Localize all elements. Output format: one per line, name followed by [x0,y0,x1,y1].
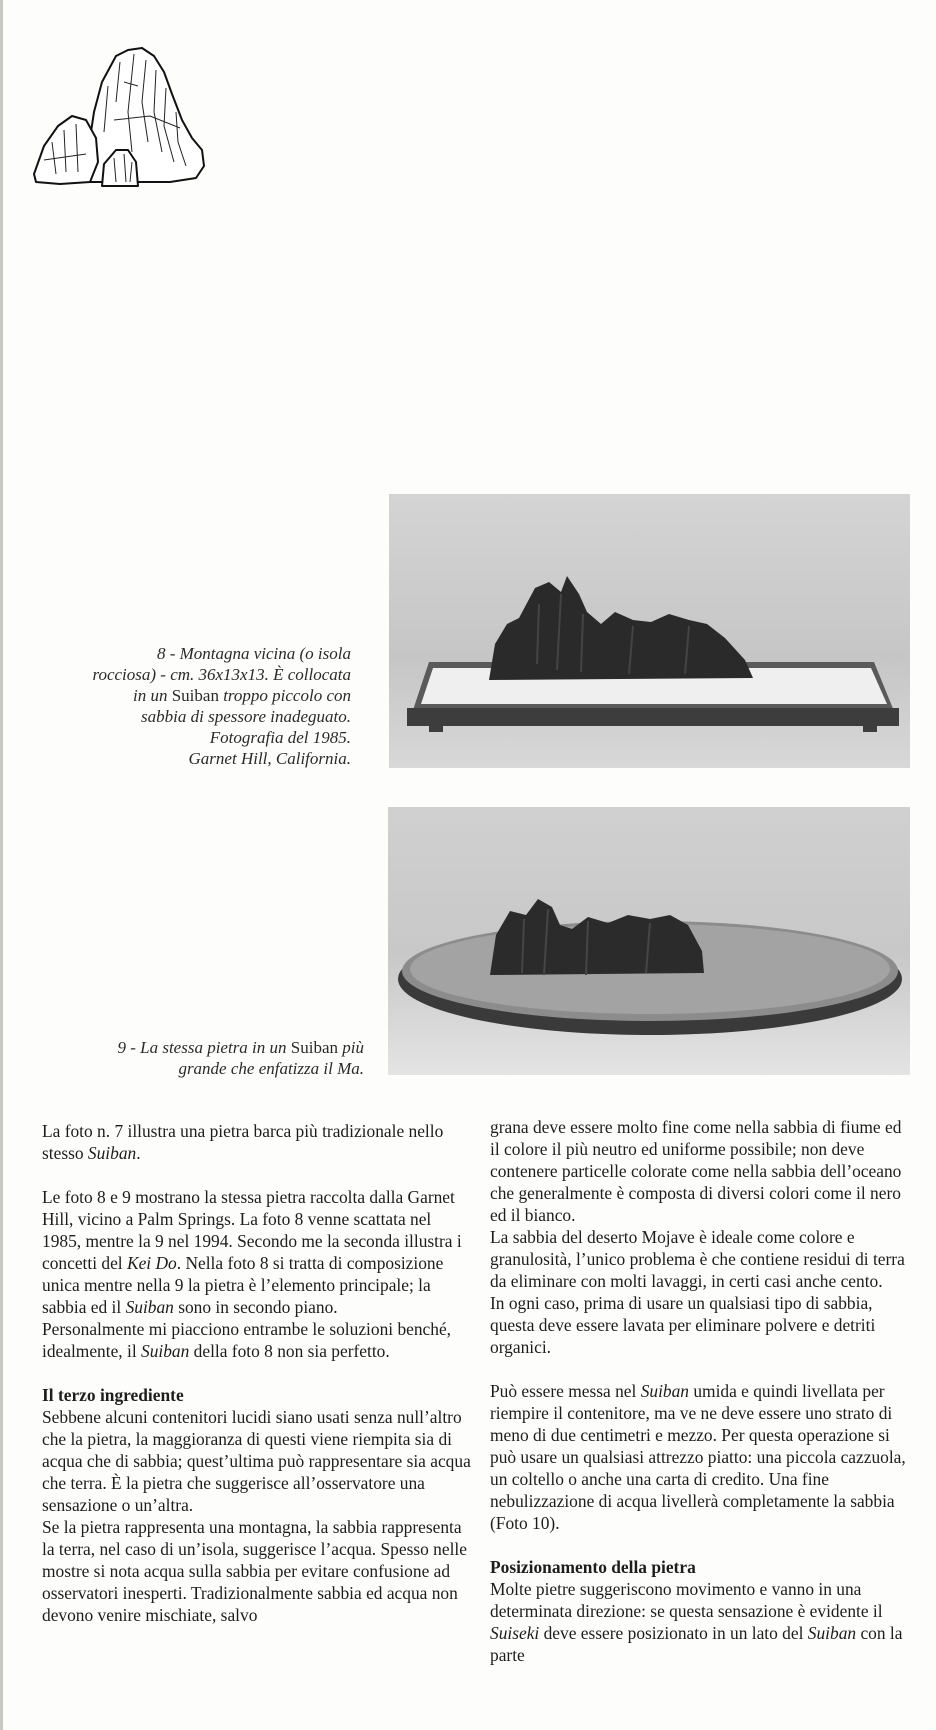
paragraph: Se la pietra rappresenta una montagna, la sabbia rappresenta la terra, nel caso di un’isola, suggerisce l’acqua. Spesso nelle mostre si nota acqua sulla sabbia per evitare confusione ad osservatori inesperti. Tradizionalmente sabbia ed acqua non devono venire mischiate, salvo [42,1517,467,1625]
caption-line: grande che enfatizza il Ma. [178,1059,364,1078]
paragraph [42,1186,472,1318]
text-run: Le foto 8 e 9 mostrano la stessa pietra raccolta dalla Garnet Hill, vicino a Palm Springs. La foto 8 venne scattata nel 1985, mentre la 9 nel 1994. Secondo me la seconda illustra i concetti del [42,1187,462,1273]
italic-term: Suiban [87,1143,137,1163]
caption-text: 9 - La stessa pietra in un [117,1038,291,1057]
text-run: La foto n. 7 illustra una pietra barca più tradizionale nello stesso [42,1121,444,1163]
photo-stone-in-large-suiban [388,807,910,1075]
text-run: umida e quindi livellata per riempire il contenitore, ma ve ne deve essere uno strato di meno di due centimetri e mezzo. Per questa operazione si può usare un qualsiasi attrezzo piatto: una piccola cazzuola, un coltello o anche una carta di credito. Una fine nebulizzazione di acqua livellerà completamente la sabbia (Foto 10). [490,1381,906,1533]
text-run: . Nella foto 8 si tratta di composizione unica mentre nella 9 la pietra è l’elemento principale; la sabbia ed il [42,1253,444,1317]
text-run: . [136,1143,141,1163]
text-run: sono in secondo piano. [173,1297,338,1317]
italic-term: Suiban [141,1341,190,1361]
paragraph: In ogni caso, prima di usare un qualsiasi tipo di sabbia, questa deve essere lavata per eliminare polvere e detriti organici. [490,1293,876,1357]
caption-line [34,1037,364,1058]
paragraph [490,1578,910,1666]
caption-text: più [338,1038,364,1057]
text-column-left [42,1120,472,1626]
text-column-right [490,1116,910,1666]
italic-term: Suiban [807,1623,857,1643]
paragraph [490,1380,910,1534]
caption-line [31,685,351,706]
caption-line: 8 - Montagna vicina (o isola [156,644,351,663]
caption-text: troppo piccolo con [218,686,351,705]
caption-term: Suiban [171,686,219,705]
paragraph: Sebbene alcuni contenitori lucidi siano usati senza null’altro che la pietra, la maggioranza di questi viene riempita sia di acqua che di sabbia; quest’ultima può rappresentare sia acqua che terra. È la pietra che suggerisce all’osservatore una sensazione o un’altra. [42,1407,471,1515]
rock-sketch-illustration [30,42,230,192]
text-run: Può essere messa nel [490,1381,641,1401]
text-run: deve essere posizionato in un lato del [539,1623,808,1643]
caption-line: rocciosa) - cm. 36x13x13. È collocata [92,665,351,684]
caption-text: in un [132,686,172,705]
italic-term: Suiban [125,1297,174,1317]
page-edge [0,0,3,1730]
text-run: con la parte [490,1623,903,1665]
caption-photo-9 [34,1037,364,1079]
italic-term: Suiban [640,1381,689,1401]
section-heading: Posizionamento della pietra [490,1557,696,1577]
text-run: Molte pietre suggeriscono movimento e vanno in una determinata direzione: se questa sensazione è evidente il [490,1579,883,1621]
paragraph: La sabbia del deserto Mojave è ideale come colore e granulosità, l’unico problema è che contiene residui di terra da eliminare con molti lavaggi, in certi casi anche cento. [490,1227,905,1291]
section-heading: Il terzo ingrediente [42,1385,184,1405]
photo-stone-in-small-suiban [389,494,910,768]
caption-term: Suiban [290,1038,339,1057]
paragraph [42,1318,472,1362]
italic-term: Kei Do [126,1253,177,1273]
caption-line: Garnet Hill, California. [188,749,351,768]
caption-line: Fotografia del 1985. [209,728,351,747]
paragraph [42,1120,472,1164]
text-run: della foto 8 non sia perfetto. [189,1341,390,1361]
paragraph: grana deve essere molto fine come nella sabbia di fiume ed il colore il più neutro ed uniforme possibile; non deve contenere particelle colorate come nella sabbia dell’oceano che generalmente è composta di diversi colori come il nero ed il bianco. [490,1117,902,1225]
text-run: Personalmente mi piacciono entrambe le soluzioni benché, idealmente, il [42,1319,452,1361]
caption-line: sabbia di spessore inadeguato. [141,707,351,726]
italic-term: Suiseki [490,1623,540,1643]
caption-photo-8 [31,643,351,769]
